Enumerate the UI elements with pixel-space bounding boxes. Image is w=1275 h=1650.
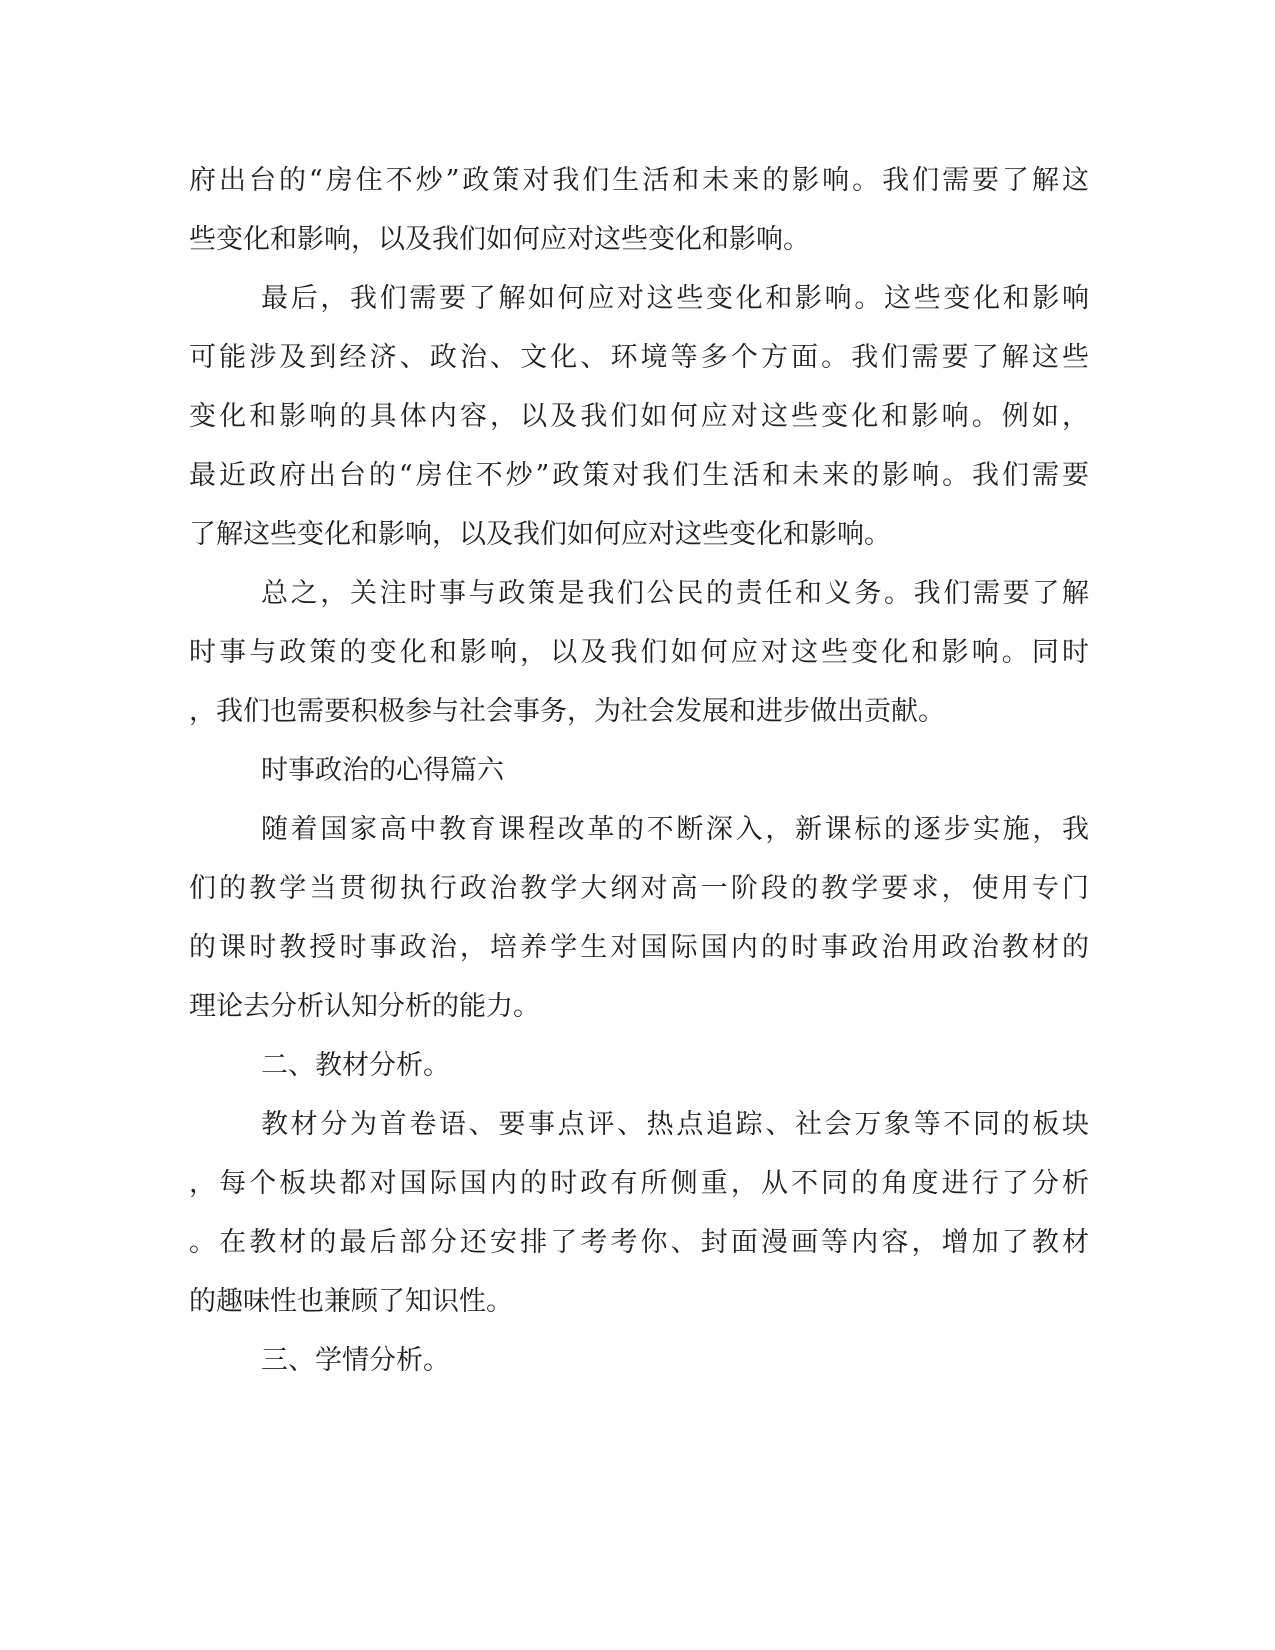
text-line: 时事与政策的变化和影响，以及我们如何应对这些变化和影响。同时 xyxy=(189,637,1089,668)
text-line: 可能涉及到经济、政治、文化、环境等多个方面。我们需要了解这些 xyxy=(189,342,1089,373)
section-heading: 时事政治的心得篇六 xyxy=(261,755,504,786)
text-line: ，我们也需要积极参与社会事务，为社会发展和进步做出贡献。 xyxy=(189,696,945,727)
section-heading: 二、教材分析。 xyxy=(261,1050,450,1081)
text-line: 最近政府出台的“房住不炒”政策对我们生活和未来的影响。我们需要 xyxy=(189,460,1089,491)
text-line: 理论去分析认知分析的能力。 xyxy=(189,991,540,1022)
text-line: 了解这些变化和影响，以及我们如何应对这些变化和影响。 xyxy=(189,519,891,550)
text-line: 。在教材的最后部分还安排了考考你、封面漫画等内容，增加了教材 xyxy=(189,1227,1089,1258)
text-line: 些变化和影响，以及我们如何应对这些变化和影响。 xyxy=(189,224,810,255)
paragraph-start-line: 总之，关注时事与政策是我们公民的责任和义务。我们需要了解 xyxy=(261,578,1089,609)
text-line: 们的教学当贯彻执行政治教学大纲对高一阶段的教学要求，使用专门 xyxy=(189,873,1089,904)
text-line: 的课时教授时事政治，培养学生对国际国内的时事政治用政治教材的 xyxy=(189,932,1089,963)
paragraph-start-line: 最后，我们需要了解如何应对这些变化和影响。这些变化和影响 xyxy=(261,283,1089,314)
text-line: 的趣味性也兼顾了知识性。 xyxy=(189,1286,513,1317)
paragraph-start-line: 随着国家高中教育课程改革的不断深入，新课标的逐步实施，我 xyxy=(261,814,1089,845)
text-line: 变化和影响的具体内容，以及我们如何应对这些变化和影响。例如， xyxy=(189,401,1089,432)
text-line: ，每个板块都对国际国内的时政有所侧重，从不同的角度进行了分析 xyxy=(189,1168,1089,1199)
text-line: 府出台的“房住不炒”政策对我们生活和未来的影响。我们需要了解这 xyxy=(189,165,1089,196)
section-heading: 三、学情分析。 xyxy=(261,1345,450,1376)
paragraph-start-line: 教材分为首卷语、要事点评、热点追踪、社会万象等不同的板块 xyxy=(261,1109,1089,1140)
